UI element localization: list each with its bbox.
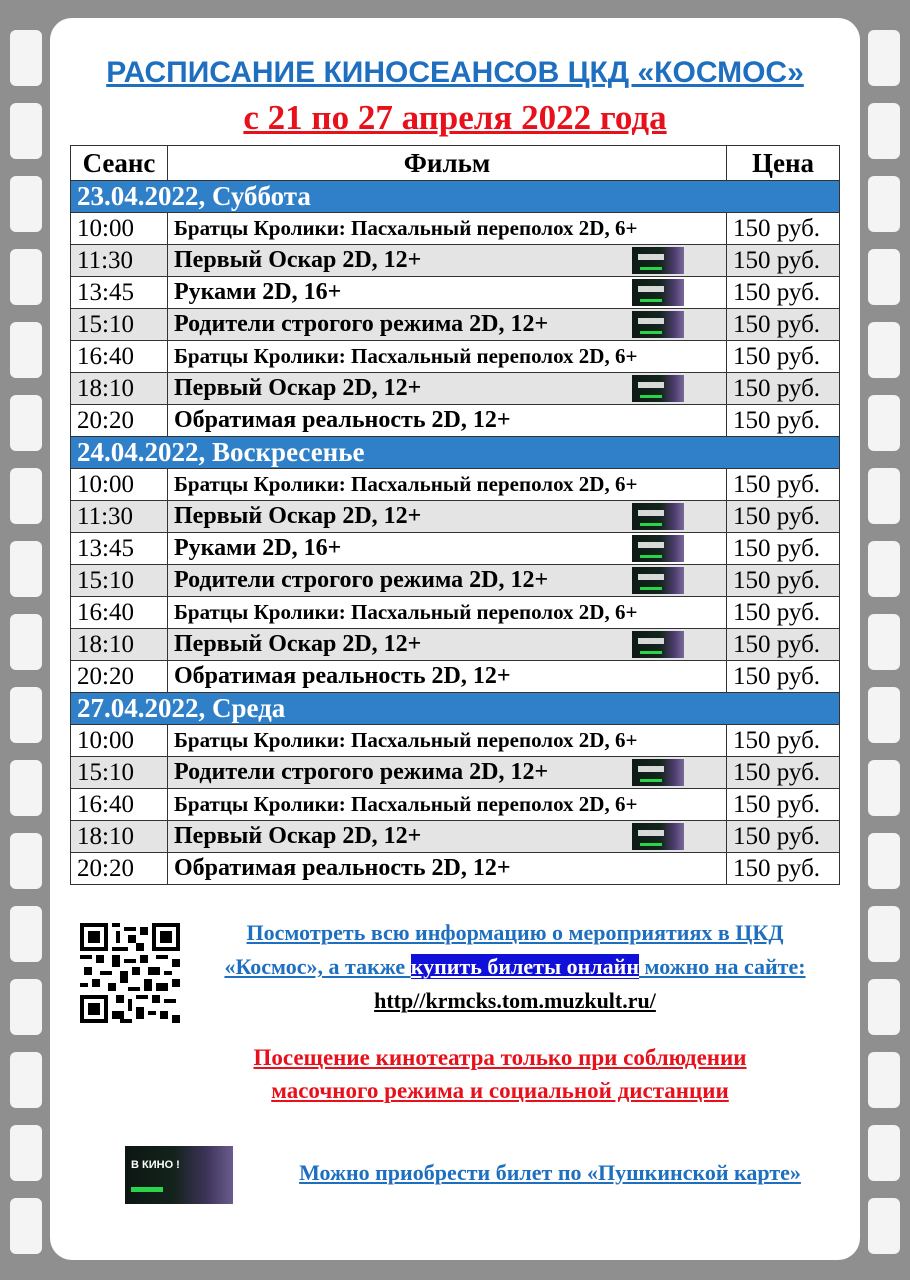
badge-text-mark xyxy=(638,254,664,260)
warning-line-1: Посещение кинотеатра только при соблюдении xyxy=(253,1045,747,1070)
session-time: 18:10 xyxy=(71,629,168,661)
session-price: 150 руб. xyxy=(727,789,840,821)
session-film xyxy=(168,501,727,533)
film-strip-hole xyxy=(868,979,900,1035)
session-time: 13:45 xyxy=(71,533,168,565)
session-row xyxy=(71,245,840,277)
session-time: 20:20 xyxy=(71,405,168,437)
pushkin-card-badge-icon xyxy=(632,375,684,402)
session-row xyxy=(71,853,840,885)
film-strip-hole xyxy=(10,1052,42,1108)
badge-text-mark xyxy=(638,766,664,772)
film-strip-hole xyxy=(868,541,900,597)
badge-green-bar xyxy=(640,779,662,782)
badge-text-mark xyxy=(638,638,664,644)
info-line-2-post: можно на сайте: xyxy=(639,954,806,979)
film-strip-hole xyxy=(868,1125,900,1181)
film-title: Братцы Кролики: Пасхальный переполох 2D, 6+ xyxy=(174,728,638,752)
session-row xyxy=(71,341,840,373)
badge-text-mark xyxy=(638,830,664,836)
session-film xyxy=(168,405,727,437)
session-time: 11:30 xyxy=(71,501,168,533)
film-strip-hole xyxy=(10,249,42,305)
schedule-sheet xyxy=(50,18,860,1260)
badge-text-mark xyxy=(638,382,664,388)
badge-green-bar xyxy=(640,555,662,558)
film-strip-hole xyxy=(10,30,42,86)
film-title: Братцы Кролики: Пасхальный переполох 2D, 6+ xyxy=(174,344,638,368)
qr-code-icon[interactable] xyxy=(80,923,180,1023)
session-row xyxy=(71,213,840,245)
film-strip-right xyxy=(860,0,910,1280)
header-price: Цена xyxy=(727,146,840,181)
page-title: РАСПИСАНИЕ КИНОСЕАНСОВ ЦКД «КОСМОС» xyxy=(106,56,804,89)
header-film: Фильм xyxy=(168,146,727,181)
film-strip-hole xyxy=(868,614,900,670)
session-time: 10:00 xyxy=(71,469,168,501)
session-price: 150 руб. xyxy=(727,469,840,501)
info-line-1: Посмотреть всю информацию о мероприятиях в ЦКД xyxy=(246,920,784,945)
film-title: Руками 2D, 16+ xyxy=(174,279,342,305)
schedule-table xyxy=(70,145,840,885)
session-row xyxy=(71,277,840,309)
session-time: 13:45 xyxy=(71,277,168,309)
warning-line-2: масочного режима и социальной дистанции xyxy=(271,1078,729,1103)
table-header-row xyxy=(71,146,840,181)
session-row xyxy=(71,725,840,757)
film-title: Первый Оскар 2D, 12+ xyxy=(174,823,422,849)
session-film xyxy=(168,757,727,789)
film-strip-hole xyxy=(10,687,42,743)
session-price: 150 руб. xyxy=(727,821,840,853)
session-time: 10:00 xyxy=(71,725,168,757)
film-title: Первый Оскар 2D, 12+ xyxy=(174,503,422,529)
session-price: 150 руб. xyxy=(727,565,840,597)
pushkin-card-badge-icon xyxy=(632,503,684,530)
session-time: 11:30 xyxy=(71,245,168,277)
film-strip-hole xyxy=(868,176,900,232)
badge-green-bar xyxy=(640,843,662,846)
film-strip-hole xyxy=(868,468,900,524)
pushkin-card-badge-icon xyxy=(632,759,684,786)
session-film xyxy=(168,661,727,693)
day-header-row xyxy=(71,437,840,469)
session-film xyxy=(168,725,727,757)
film-strip-hole xyxy=(10,979,42,1035)
badge-text-mark xyxy=(638,510,664,516)
session-film xyxy=(168,597,727,629)
film-title: Обратимая реальность 2D, 12+ xyxy=(174,855,511,881)
film-title: Братцы Кролики: Пасхальный переполох 2D, 6+ xyxy=(174,472,638,496)
film-strip-hole xyxy=(10,103,42,159)
session-price: 150 руб. xyxy=(727,405,840,437)
session-row xyxy=(71,373,840,405)
session-row xyxy=(71,309,840,341)
session-time: 15:10 xyxy=(71,309,168,341)
session-time: 20:20 xyxy=(71,661,168,693)
film-strip-hole xyxy=(868,395,900,451)
session-price: 150 руб. xyxy=(727,853,840,885)
session-row xyxy=(71,501,840,533)
pushkin-banner-title: В КИНО ! xyxy=(131,1159,180,1171)
session-price: 150 руб. xyxy=(727,597,840,629)
film-title: Братцы Кролики: Пасхальный переполох 2D, 6+ xyxy=(174,216,638,240)
session-film xyxy=(168,533,727,565)
day-header-row xyxy=(71,181,840,213)
session-film xyxy=(168,341,727,373)
film-strip-hole xyxy=(868,906,900,962)
session-time: 18:10 xyxy=(71,373,168,405)
pushkin-card-badge-icon xyxy=(632,631,684,658)
session-film xyxy=(168,565,727,597)
session-price: 150 руб. xyxy=(727,629,840,661)
session-time: 15:10 xyxy=(71,565,168,597)
film-strip-hole xyxy=(10,322,42,378)
session-film xyxy=(168,373,727,405)
session-price: 150 руб. xyxy=(727,533,840,565)
session-time: 20:20 xyxy=(71,853,168,885)
session-time: 15:10 xyxy=(71,757,168,789)
session-film xyxy=(168,277,727,309)
film-strip-hole xyxy=(868,249,900,305)
badge-text-mark xyxy=(638,318,664,324)
date-range-title: с 21 по 27 апреля 2022 года xyxy=(243,98,667,137)
film-title: Первый Оскар 2D, 12+ xyxy=(174,247,422,273)
session-row xyxy=(71,565,840,597)
session-price: 150 руб. xyxy=(727,341,840,373)
film-strip-hole xyxy=(868,833,900,889)
session-film xyxy=(168,309,727,341)
film-strip-hole xyxy=(10,833,42,889)
session-price: 150 руб. xyxy=(727,245,840,277)
pushkin-card-badge-icon xyxy=(632,311,684,338)
session-row xyxy=(71,629,840,661)
pushkin-card-badge-icon xyxy=(632,247,684,274)
session-film xyxy=(168,789,727,821)
info-line-2-pre: «Космос», а также xyxy=(224,954,411,979)
film-strip-hole xyxy=(10,395,42,451)
session-price: 150 руб. xyxy=(727,213,840,245)
badge-text-mark xyxy=(638,574,664,580)
session-price: 150 руб. xyxy=(727,757,840,789)
schedule-body xyxy=(71,181,840,885)
badge-green-bar xyxy=(640,299,662,302)
film-title: Братцы Кролики: Пасхальный переполох 2D, 6+ xyxy=(174,600,638,624)
pushkin-card-link[interactable]: Можно приобрести билет по «Пушкинской карте» xyxy=(299,1160,801,1185)
film-title: Первый Оскар 2D, 12+ xyxy=(174,375,422,401)
session-film xyxy=(168,629,727,661)
header-time: Сеанс xyxy=(71,146,168,181)
pushkin-card-badge-icon xyxy=(632,567,684,594)
film-strip-hole xyxy=(868,687,900,743)
film-strip-hole xyxy=(10,176,42,232)
badge-green-bar xyxy=(640,587,662,590)
film-title: Родители строгого режима 2D, 12+ xyxy=(174,311,549,337)
badge-text-mark xyxy=(638,286,664,292)
session-row xyxy=(71,661,840,693)
buy-tickets-online-link[interactable]: купить билеты онлайн xyxy=(410,954,639,979)
session-time: 10:00 xyxy=(71,213,168,245)
session-film xyxy=(168,821,727,853)
badge-green-bar xyxy=(640,267,662,270)
session-row xyxy=(71,757,840,789)
film-strip-hole xyxy=(868,103,900,159)
film-title: Братцы Кролики: Пасхальный переполох 2D, 6+ xyxy=(174,792,638,816)
session-time: 16:40 xyxy=(71,597,168,629)
session-price: 150 руб. xyxy=(727,501,840,533)
info-line-2 xyxy=(180,950,850,984)
session-price: 150 руб. xyxy=(727,309,840,341)
session-price: 150 руб. xyxy=(727,277,840,309)
film-strip-hole xyxy=(868,1198,900,1254)
website-link[interactable]: http//krmcks.tom.muzkult.ru/ xyxy=(374,988,656,1013)
film-strip-hole xyxy=(10,1125,42,1181)
info-block xyxy=(180,916,850,1018)
session-row xyxy=(71,597,840,629)
film-title: Обратимая реальность 2D, 12+ xyxy=(174,407,511,433)
session-row xyxy=(71,469,840,501)
session-row xyxy=(71,821,840,853)
pushkin-card-banner xyxy=(125,1146,233,1204)
film-strip-hole xyxy=(10,541,42,597)
session-price: 150 руб. xyxy=(727,725,840,757)
session-row xyxy=(71,533,840,565)
session-price: 150 руб. xyxy=(727,373,840,405)
film-strip-hole xyxy=(10,760,42,816)
film-strip-hole xyxy=(10,906,42,962)
film-strip-hole xyxy=(868,322,900,378)
session-film xyxy=(168,245,727,277)
pushkin-card-badge-icon xyxy=(632,279,684,306)
session-row xyxy=(71,789,840,821)
badge-green-bar xyxy=(640,331,662,334)
film-strip-hole xyxy=(10,1198,42,1254)
session-film xyxy=(168,853,727,885)
session-film xyxy=(168,469,727,501)
day-label: 27.04.2022, Среда xyxy=(71,693,840,725)
film-strip-hole xyxy=(10,468,42,524)
film-strip-hole xyxy=(868,30,900,86)
badge-green-bar xyxy=(640,651,662,654)
day-label: 23.04.2022, Суббота xyxy=(71,181,840,213)
session-time: 18:10 xyxy=(71,821,168,853)
film-strip-hole xyxy=(10,614,42,670)
film-title: Обратимая реальность 2D, 12+ xyxy=(174,663,511,689)
session-time: 16:40 xyxy=(71,789,168,821)
day-header-row xyxy=(71,693,840,725)
badge-text-mark xyxy=(638,542,664,548)
pushkin-banner-bar xyxy=(131,1187,163,1192)
film-title: Первый Оскар 2D, 12+ xyxy=(174,631,422,657)
film-strip-left xyxy=(0,0,50,1280)
mask-warning xyxy=(180,1041,820,1107)
session-film xyxy=(168,213,727,245)
pushkin-card-badge-icon xyxy=(632,823,684,850)
film-title: Родители строгого режима 2D, 12+ xyxy=(174,759,549,785)
film-strip-hole xyxy=(868,760,900,816)
pushkin-card-badge-icon xyxy=(632,535,684,562)
session-row xyxy=(71,405,840,437)
day-label: 24.04.2022, Воскресенье xyxy=(71,437,840,469)
film-strip-hole xyxy=(868,1052,900,1108)
session-time: 16:40 xyxy=(71,341,168,373)
film-title: Руками 2D, 16+ xyxy=(174,535,342,561)
film-title: Родители строгого режима 2D, 12+ xyxy=(174,567,549,593)
badge-green-bar xyxy=(640,523,662,526)
session-price: 150 руб. xyxy=(727,661,840,693)
badge-green-bar xyxy=(640,395,662,398)
